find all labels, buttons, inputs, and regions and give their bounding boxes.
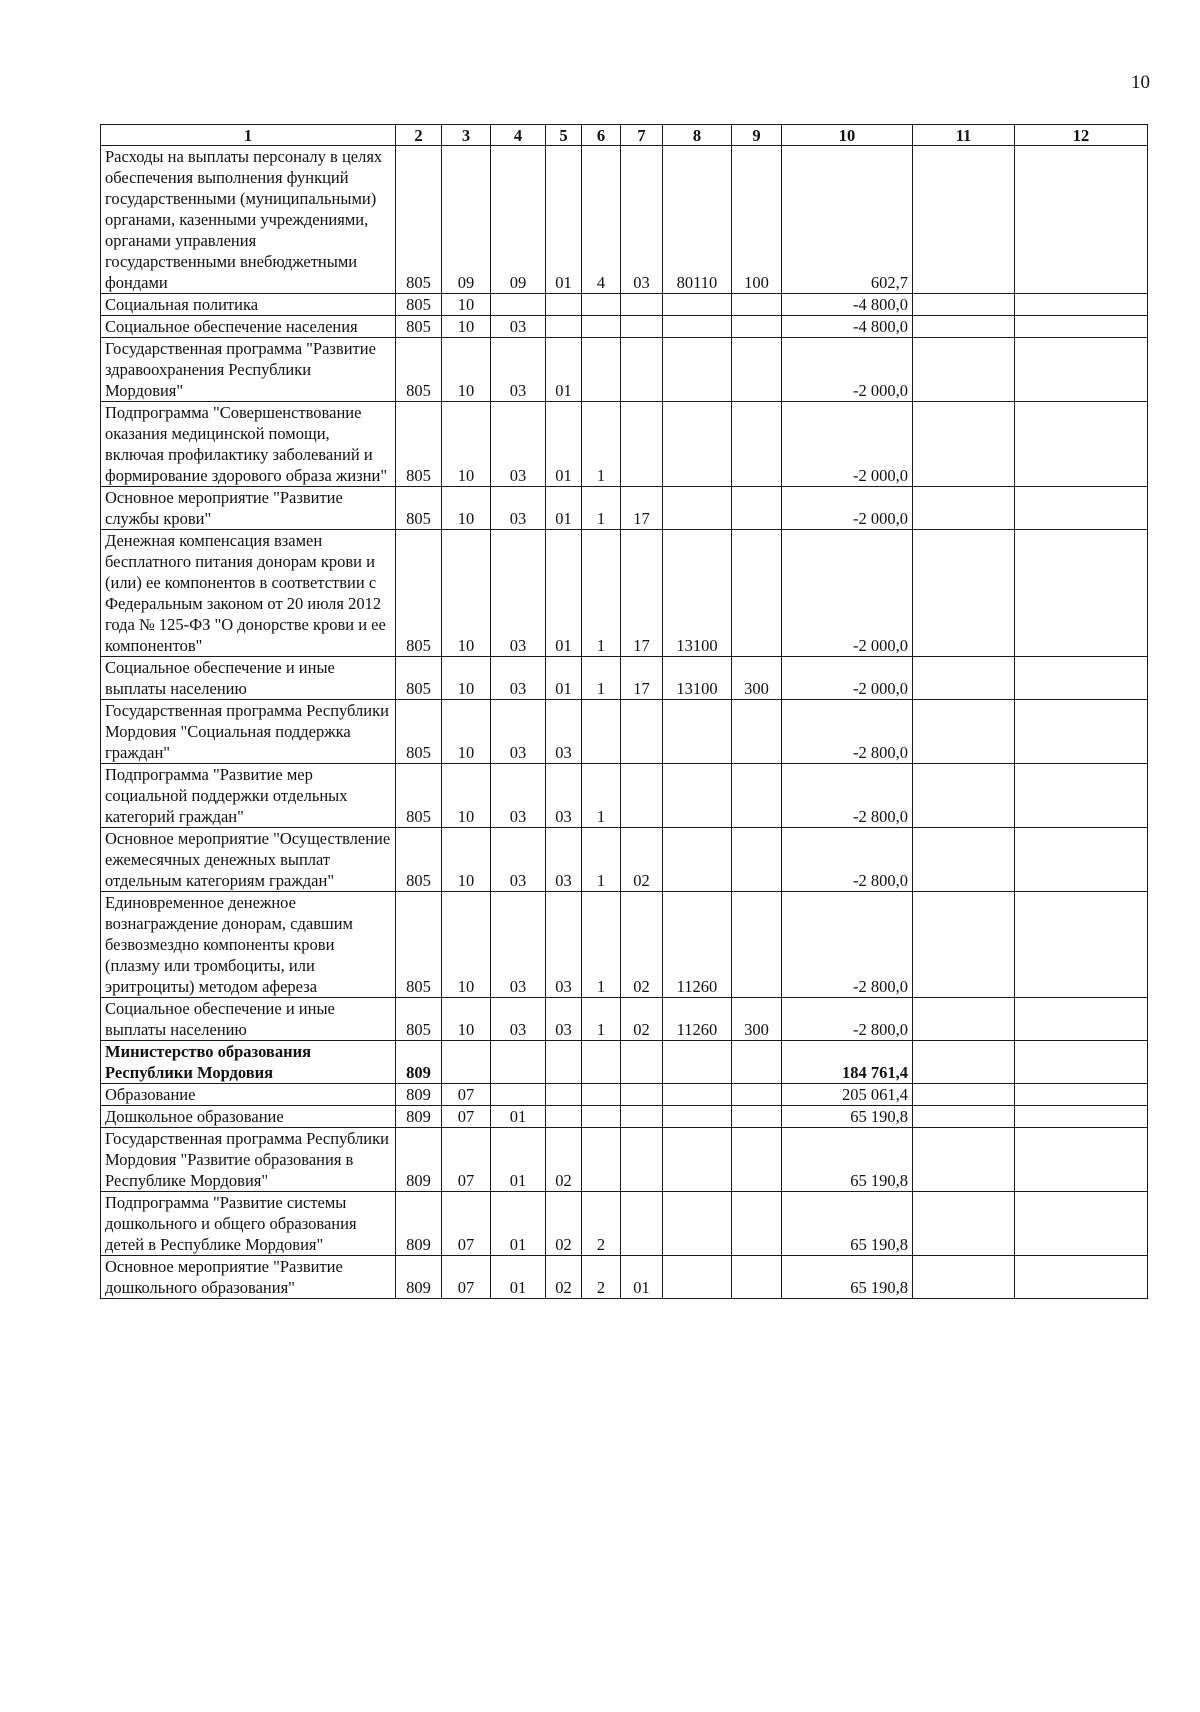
amount-cell: 184 761,4	[782, 1041, 913, 1084]
header-cell: 9	[732, 125, 782, 146]
code-cell: 809	[396, 1128, 442, 1192]
code-cell: 02	[621, 892, 663, 998]
table-row	[101, 892, 1148, 998]
row-description-cell: Расходы на выплаты персоналу в целях обеспечения выполнения функций государственными (муниципальными) органами, казенными учреждениями, органами управления государственными внебюджетными фондами	[101, 146, 396, 294]
row-description-cell: Социальная политика	[101, 294, 396, 316]
code-cell	[913, 828, 1015, 892]
code-cell	[913, 1192, 1015, 1256]
code-cell	[582, 1106, 621, 1128]
header-cell: 10	[782, 125, 913, 146]
code-cell: 01	[546, 146, 582, 294]
table-row	[101, 338, 1148, 402]
code-cell	[663, 1256, 732, 1299]
code-cell: 805	[396, 402, 442, 487]
row-description-cell: Социальное обеспечение и иные выплаты населению	[101, 657, 396, 700]
code-cell: 03	[491, 828, 546, 892]
code-cell	[732, 892, 782, 998]
code-cell	[546, 316, 582, 338]
amount-cell: -2 000,0	[782, 402, 913, 487]
code-cell: 10	[442, 316, 491, 338]
code-cell	[663, 402, 732, 487]
code-cell	[442, 1041, 491, 1084]
code-cell: 1	[582, 402, 621, 487]
code-cell: 1	[582, 530, 621, 657]
code-cell: 03	[546, 892, 582, 998]
code-cell	[1015, 487, 1148, 530]
code-cell: 805	[396, 892, 442, 998]
table-row	[101, 828, 1148, 892]
code-cell: 03	[546, 998, 582, 1041]
code-cell: 809	[396, 1192, 442, 1256]
code-cell	[663, 1192, 732, 1256]
table-row	[101, 146, 1148, 294]
code-cell	[621, 1041, 663, 1084]
code-cell	[582, 1041, 621, 1084]
code-cell	[582, 338, 621, 402]
code-cell	[913, 487, 1015, 530]
code-cell	[663, 764, 732, 828]
table-row	[101, 530, 1148, 657]
code-cell: 17	[621, 657, 663, 700]
table-row	[101, 1106, 1148, 1128]
code-cell	[663, 487, 732, 530]
code-cell	[1015, 146, 1148, 294]
header-cell: 6	[582, 125, 621, 146]
code-cell: 10	[442, 487, 491, 530]
amount-cell: -2 800,0	[782, 764, 913, 828]
row-description-cell: Социальное обеспечение и иные выплаты населению	[101, 998, 396, 1041]
amount-cell: -2 000,0	[782, 338, 913, 402]
code-cell: 1	[582, 892, 621, 998]
code-cell	[546, 294, 582, 316]
row-description-cell: Единовременное денежное вознаграждение донорам, сдавшим безвозмездно компоненты крови (плазму или тромбоциты, или эритроциты) методом афереза	[101, 892, 396, 998]
code-cell	[582, 294, 621, 316]
code-cell: 10	[442, 338, 491, 402]
header-cell: 1	[101, 125, 396, 146]
code-cell	[732, 1084, 782, 1106]
row-description-cell: Подпрограмма "Развитие мер социальной поддержки отдельных категорий граждан"	[101, 764, 396, 828]
amount-cell: -2 800,0	[782, 828, 913, 892]
code-cell	[913, 316, 1015, 338]
code-cell: 1	[582, 487, 621, 530]
code-cell: 10	[442, 700, 491, 764]
code-cell: 03	[491, 764, 546, 828]
code-cell: 1	[582, 828, 621, 892]
code-cell	[546, 1106, 582, 1128]
code-cell	[732, 764, 782, 828]
code-cell: 805	[396, 316, 442, 338]
amount-cell: 602,7	[782, 146, 913, 294]
row-description-cell: Министерство образования Республики Мордовия	[101, 1041, 396, 1084]
header-cell: 12	[1015, 125, 1148, 146]
code-cell: 01	[621, 1256, 663, 1299]
code-cell: 01	[546, 487, 582, 530]
code-cell: 17	[621, 487, 663, 530]
code-cell	[913, 402, 1015, 487]
code-cell: 03	[491, 700, 546, 764]
code-cell: 07	[442, 1106, 491, 1128]
code-cell: 809	[396, 1041, 442, 1084]
table-body	[101, 146, 1148, 1299]
table-row	[101, 402, 1148, 487]
code-cell	[1015, 316, 1148, 338]
code-cell	[732, 1256, 782, 1299]
code-cell	[913, 892, 1015, 998]
code-cell	[1015, 828, 1148, 892]
code-cell: 1	[582, 998, 621, 1041]
table-row	[101, 657, 1148, 700]
amount-cell: 65 190,8	[782, 1106, 913, 1128]
code-cell	[491, 294, 546, 316]
table-row	[101, 294, 1148, 316]
code-cell	[621, 338, 663, 402]
code-cell	[621, 316, 663, 338]
code-cell: 13100	[663, 657, 732, 700]
code-cell: 03	[491, 998, 546, 1041]
code-cell	[663, 700, 732, 764]
code-cell	[913, 1128, 1015, 1192]
amount-cell: -2 000,0	[782, 657, 913, 700]
table-row	[101, 487, 1148, 530]
code-cell	[1015, 1256, 1148, 1299]
code-cell	[621, 402, 663, 487]
code-cell	[913, 146, 1015, 294]
amount-cell: -2 800,0	[782, 998, 913, 1041]
table-row	[101, 1192, 1148, 1256]
code-cell: 01	[546, 530, 582, 657]
code-cell	[1015, 1192, 1148, 1256]
code-cell: 809	[396, 1084, 442, 1106]
code-cell	[546, 1041, 582, 1084]
code-cell: 10	[442, 657, 491, 700]
code-cell: 01	[491, 1256, 546, 1299]
table-header-row	[101, 125, 1148, 146]
code-cell	[1015, 764, 1148, 828]
row-description-cell: Денежная компенсация взамен бесплатного питания донорам крови и (или) ее компонентов в соответствии с Федеральным законом от 20 июля 2012 года № 125-ФЗ "О донорстве крови и ее компонентов"	[101, 530, 396, 657]
code-cell: 01	[491, 1106, 546, 1128]
page-number: 10	[1131, 72, 1150, 93]
code-cell	[1015, 700, 1148, 764]
code-cell	[913, 294, 1015, 316]
code-cell	[913, 1106, 1015, 1128]
row-description-cell: Подпрограмма "Развитие системы дошкольного и общего образования детей в Республике Мордовия"	[101, 1192, 396, 1256]
code-cell: 02	[546, 1192, 582, 1256]
table-row	[101, 1128, 1148, 1192]
amount-cell: 65 190,8	[782, 1128, 913, 1192]
table-row	[101, 700, 1148, 764]
row-description-cell: Основное мероприятие "Осуществление ежемесячных денежных выплат отдельным категориям граждан"	[101, 828, 396, 892]
code-cell	[732, 338, 782, 402]
code-cell	[732, 1192, 782, 1256]
row-description-cell: Образование	[101, 1084, 396, 1106]
code-cell	[663, 1041, 732, 1084]
code-cell: 10	[442, 998, 491, 1041]
code-cell: 805	[396, 530, 442, 657]
code-cell	[913, 1084, 1015, 1106]
code-cell	[621, 700, 663, 764]
code-cell: 03	[546, 828, 582, 892]
code-cell: 09	[442, 146, 491, 294]
code-cell	[621, 1192, 663, 1256]
code-cell: 03	[491, 657, 546, 700]
code-cell: 07	[442, 1192, 491, 1256]
code-cell	[913, 764, 1015, 828]
header-cell: 4	[491, 125, 546, 146]
amount-cell: 205 061,4	[782, 1084, 913, 1106]
budget-table	[100, 124, 1148, 1299]
code-cell	[913, 998, 1015, 1041]
code-cell: 300	[732, 657, 782, 700]
code-cell: 805	[396, 764, 442, 828]
code-cell	[732, 1041, 782, 1084]
code-cell	[1015, 294, 1148, 316]
code-cell: 2	[582, 1256, 621, 1299]
code-cell	[732, 402, 782, 487]
code-cell	[732, 294, 782, 316]
code-cell: 805	[396, 657, 442, 700]
code-cell: 1	[582, 764, 621, 828]
row-description-cell: Основное мероприятие "Развитие дошкольного образования"	[101, 1256, 396, 1299]
code-cell: 10	[442, 764, 491, 828]
row-description-cell: Государственная программа Республики Мордовия "Развитие образования в Республике Мордовия"	[101, 1128, 396, 1192]
code-cell	[621, 1128, 663, 1192]
amount-cell: -2 800,0	[782, 892, 913, 998]
code-cell	[621, 764, 663, 828]
code-cell: 2	[582, 1192, 621, 1256]
code-cell	[491, 1041, 546, 1084]
code-cell	[663, 1084, 732, 1106]
code-cell: 17	[621, 530, 663, 657]
code-cell: 03	[491, 338, 546, 402]
code-cell	[1015, 892, 1148, 998]
table-row	[101, 1256, 1148, 1299]
code-cell	[621, 1106, 663, 1128]
code-cell	[1015, 1128, 1148, 1192]
code-cell: 10	[442, 892, 491, 998]
code-cell: 03	[546, 700, 582, 764]
amount-cell: -4 800,0	[782, 294, 913, 316]
code-cell: 03	[546, 764, 582, 828]
code-cell: 805	[396, 700, 442, 764]
code-cell	[913, 1041, 1015, 1084]
code-cell	[1015, 998, 1148, 1041]
code-cell: 809	[396, 1106, 442, 1128]
table-row	[101, 764, 1148, 828]
code-cell	[1015, 1084, 1148, 1106]
code-cell	[913, 700, 1015, 764]
code-cell: 03	[491, 402, 546, 487]
amount-cell: 65 190,8	[782, 1256, 913, 1299]
code-cell	[663, 294, 732, 316]
code-cell	[913, 530, 1015, 657]
amount-cell: -2 000,0	[782, 530, 913, 657]
table-row	[101, 998, 1148, 1041]
code-cell: 02	[546, 1128, 582, 1192]
code-cell: 01	[546, 338, 582, 402]
header-cell: 2	[396, 125, 442, 146]
code-cell: 80110	[663, 146, 732, 294]
amount-cell: 65 190,8	[782, 1192, 913, 1256]
code-cell: 10	[442, 828, 491, 892]
code-cell	[732, 700, 782, 764]
code-cell	[663, 338, 732, 402]
code-cell	[663, 828, 732, 892]
row-description-cell: Государственная программа "Развитие здравоохранения Республики Мордовия"	[101, 338, 396, 402]
code-cell: 1	[582, 657, 621, 700]
code-cell: 805	[396, 294, 442, 316]
header-cell: 3	[442, 125, 491, 146]
code-cell: 09	[491, 146, 546, 294]
code-cell	[582, 316, 621, 338]
code-cell	[663, 1128, 732, 1192]
code-cell: 805	[396, 998, 442, 1041]
code-cell: 01	[546, 402, 582, 487]
code-cell	[732, 316, 782, 338]
code-cell: 07	[442, 1128, 491, 1192]
header-cell: 7	[621, 125, 663, 146]
code-cell: 300	[732, 998, 782, 1041]
code-cell	[582, 1084, 621, 1106]
code-cell: 02	[546, 1256, 582, 1299]
code-cell: 02	[621, 998, 663, 1041]
table-row	[101, 1084, 1148, 1106]
code-cell: 07	[442, 1084, 491, 1106]
code-cell: 809	[396, 1256, 442, 1299]
code-cell: 03	[621, 146, 663, 294]
code-cell: 11260	[663, 998, 732, 1041]
row-description-cell: Подпрограмма "Совершенствование оказания медицинской помощи, включая профилактику заболеваний и формирование здорового образа жизни"	[101, 402, 396, 487]
code-cell	[913, 1256, 1015, 1299]
row-description-cell: Основное мероприятие "Развитие службы крови"	[101, 487, 396, 530]
code-cell: 03	[491, 487, 546, 530]
code-cell	[732, 1128, 782, 1192]
amount-cell: -4 800,0	[782, 316, 913, 338]
code-cell	[732, 530, 782, 657]
code-cell: 01	[546, 657, 582, 700]
code-cell	[732, 1106, 782, 1128]
table-row	[101, 316, 1148, 338]
table-row	[101, 1041, 1148, 1084]
code-cell	[582, 700, 621, 764]
code-cell: 805	[396, 487, 442, 530]
row-description-cell: Дошкольное образование	[101, 1106, 396, 1128]
code-cell: 03	[491, 316, 546, 338]
header-cell: 8	[663, 125, 732, 146]
code-cell: 02	[621, 828, 663, 892]
code-cell	[663, 1106, 732, 1128]
code-cell: 13100	[663, 530, 732, 657]
code-cell: 10	[442, 294, 491, 316]
amount-cell: -2 800,0	[782, 700, 913, 764]
code-cell	[621, 294, 663, 316]
code-cell: 01	[491, 1128, 546, 1192]
header-cell: 11	[913, 125, 1015, 146]
code-cell	[663, 316, 732, 338]
code-cell	[732, 487, 782, 530]
code-cell: 805	[396, 828, 442, 892]
code-cell: 100	[732, 146, 782, 294]
code-cell	[546, 1084, 582, 1106]
code-cell: 01	[491, 1192, 546, 1256]
code-cell	[1015, 1041, 1148, 1084]
header-cell: 5	[546, 125, 582, 146]
code-cell: 10	[442, 402, 491, 487]
code-cell	[491, 1084, 546, 1106]
row-description-cell: Государственная программа Республики Мордовия "Социальная поддержка граждан"	[101, 700, 396, 764]
code-cell: 11260	[663, 892, 732, 998]
code-cell	[913, 657, 1015, 700]
code-cell: 4	[582, 146, 621, 294]
code-cell: 07	[442, 1256, 491, 1299]
code-cell	[1015, 338, 1148, 402]
code-cell: 10	[442, 530, 491, 657]
code-cell: 03	[491, 892, 546, 998]
code-cell	[621, 1084, 663, 1106]
code-cell	[1015, 657, 1148, 700]
code-cell	[582, 1128, 621, 1192]
code-cell	[1015, 402, 1148, 487]
code-cell	[732, 828, 782, 892]
code-cell	[1015, 1106, 1148, 1128]
code-cell: 03	[491, 530, 546, 657]
amount-cell: -2 000,0	[782, 487, 913, 530]
code-cell	[913, 338, 1015, 402]
code-cell: 805	[396, 146, 442, 294]
code-cell	[1015, 530, 1148, 657]
code-cell: 805	[396, 338, 442, 402]
row-description-cell: Социальное обеспечение населения	[101, 316, 396, 338]
